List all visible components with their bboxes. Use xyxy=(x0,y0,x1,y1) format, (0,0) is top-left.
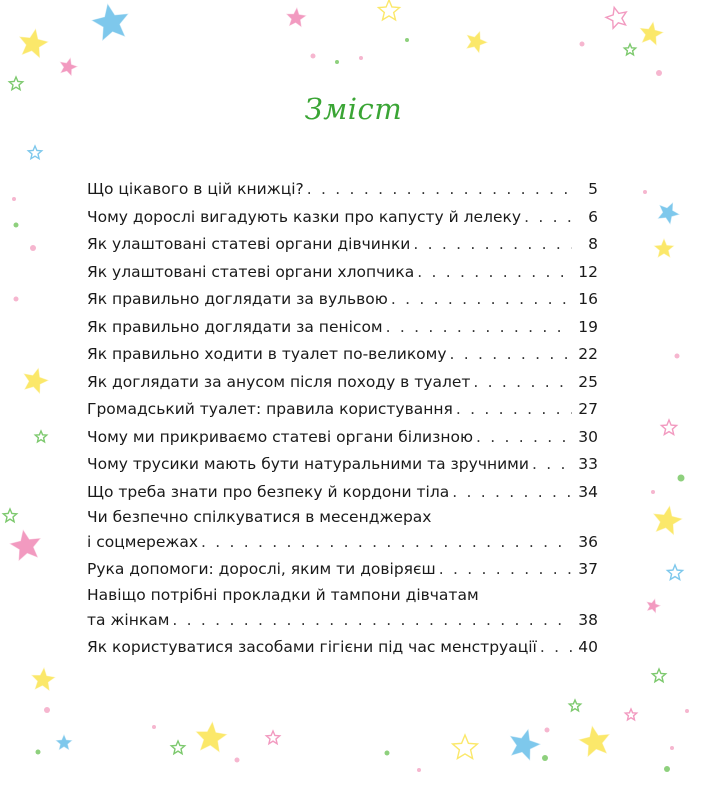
toc-entry-title: Як правильно ходити в туалет по-великому xyxy=(87,345,447,363)
star-icon xyxy=(661,420,676,435)
toc-entry[interactable] xyxy=(87,369,598,397)
dot-decoration xyxy=(405,38,409,42)
dot-leader xyxy=(532,451,572,479)
dot-leader xyxy=(524,204,572,232)
toc-entry-title: Як улаштовані статеві органи хлопчика xyxy=(87,262,415,281)
page-number: 30 xyxy=(578,427,598,446)
dot-decoration xyxy=(656,70,662,76)
star-icon xyxy=(578,725,610,757)
page-number: 5 xyxy=(588,180,598,198)
toc-entry[interactable] xyxy=(87,231,598,259)
toc-entry-title: Що треба знати про безпеку й кордони тіла xyxy=(87,482,450,501)
dot-leader xyxy=(473,369,572,397)
page-number: 34 xyxy=(578,482,598,501)
toc-entry-title: Як правильно доглядати за пенісом xyxy=(87,317,383,336)
star-icon xyxy=(606,7,626,28)
star-icon xyxy=(55,734,72,750)
page-number: 33 xyxy=(578,455,598,473)
page-number: 25 xyxy=(578,372,598,391)
star-icon xyxy=(171,741,184,754)
toc-entry[interactable] xyxy=(87,286,598,314)
dot-leader xyxy=(540,634,572,662)
dot-decoration xyxy=(670,746,674,750)
toc-entry[interactable] xyxy=(87,204,598,232)
page-number: 40 xyxy=(578,637,598,656)
page-number: 8 xyxy=(588,235,598,253)
toc-entry[interactable] xyxy=(87,259,598,287)
toc-entry[interactable] xyxy=(87,634,598,662)
star-icon xyxy=(569,700,580,711)
page-number: 22 xyxy=(578,345,598,363)
star-icon xyxy=(195,721,227,753)
toc-entry-title: Як улаштовані статеві органи дівчинки xyxy=(87,235,411,253)
toc-entry-title: Рука допомоги: дорослі, яким ти довіряєш xyxy=(87,560,436,578)
toc-entry[interactable] xyxy=(87,396,598,424)
page-number: 37 xyxy=(578,560,598,578)
toc-entry[interactable] xyxy=(87,451,598,479)
toc-entry-title: Як доглядати за анусом після походу в туалет xyxy=(87,372,471,391)
dot-leader xyxy=(307,176,572,204)
dot-leader xyxy=(386,314,572,342)
dot-decoration xyxy=(14,223,19,228)
dot-decoration xyxy=(12,197,16,201)
dot-decoration xyxy=(545,728,550,733)
dot-decoration xyxy=(580,42,585,47)
dot-decoration xyxy=(385,751,390,756)
toc-entry-title: Громадський туалет: правила користування xyxy=(87,400,453,418)
star-icon xyxy=(286,7,307,27)
page-number: 38 xyxy=(578,610,598,629)
dot-leader xyxy=(476,424,572,452)
star-icon xyxy=(624,44,635,55)
dot-decoration xyxy=(651,490,655,494)
toc-entry-title: Чому трусики мають бути натуральними та зручними xyxy=(87,455,529,473)
dot-decoration xyxy=(542,755,548,761)
toc-entry-title: і соцмережах xyxy=(87,533,199,551)
toc-entry[interactable] xyxy=(87,479,598,507)
toc-entry[interactable] xyxy=(87,176,598,204)
star-icon xyxy=(640,21,664,46)
dot-decoration xyxy=(44,707,50,713)
star-icon xyxy=(19,28,49,58)
star-icon xyxy=(510,729,541,761)
dot-decoration xyxy=(664,766,670,772)
toc-entry[interactable] xyxy=(87,314,598,342)
star-icon xyxy=(23,368,49,395)
dot-decoration xyxy=(311,54,316,59)
star-icon xyxy=(9,529,41,561)
star-icon xyxy=(658,202,680,225)
star-icon xyxy=(9,77,22,90)
table-of-contents xyxy=(87,176,598,661)
dot-leader xyxy=(172,607,572,634)
toc-entry-title: та жінкам xyxy=(87,610,170,629)
toc-entry-title: Що цікавого в цій книжці? xyxy=(87,180,304,198)
page-number: 36 xyxy=(578,533,598,551)
toc-entry[interactable] xyxy=(87,424,598,452)
toc-entry[interactable] xyxy=(87,341,598,369)
dot-leader xyxy=(201,529,572,556)
star-icon xyxy=(91,3,129,41)
page-number: 27 xyxy=(578,400,598,418)
dot-decoration xyxy=(36,750,41,755)
toc-entry[interactable] xyxy=(87,584,598,634)
dot-decoration xyxy=(417,768,421,772)
dot-decoration xyxy=(678,475,685,482)
dot-decoration xyxy=(30,245,36,251)
dot-leader xyxy=(391,286,572,314)
dot-leader xyxy=(450,341,572,369)
star-icon xyxy=(379,0,400,20)
dot-decoration xyxy=(235,758,240,763)
dot-decoration xyxy=(643,190,647,194)
dot-leader xyxy=(417,259,572,287)
star-icon xyxy=(453,735,478,759)
toc-entry[interactable] xyxy=(87,506,598,556)
toc-entry-title: Чи безпечно спілкуватися в месенджерах xyxy=(87,508,432,526)
star-icon xyxy=(625,709,636,720)
toc-entry[interactable] xyxy=(87,556,598,584)
dot-decoration xyxy=(152,725,156,729)
toc-entry-title: Чому ми прикриваємо статеві органи білизною xyxy=(87,427,473,446)
toc-entry-title: Чому дорослі вигадують казки про капусту й лелеку xyxy=(87,207,522,226)
star-icon xyxy=(646,598,661,613)
dot-leader xyxy=(413,231,572,259)
star-icon xyxy=(3,509,16,522)
page-number: 16 xyxy=(578,290,598,308)
dot-decoration xyxy=(685,709,689,713)
toc-entry-title: Навіщо потрібні прокладки й тампони дівчатам xyxy=(87,585,479,604)
star-icon xyxy=(653,505,683,535)
star-icon xyxy=(60,57,78,76)
page-number: 6 xyxy=(588,207,598,226)
dot-decoration xyxy=(359,56,363,60)
dot-decoration xyxy=(14,297,19,302)
dot-decoration xyxy=(675,354,680,359)
dot-decoration xyxy=(335,60,339,64)
star-icon xyxy=(266,731,279,744)
star-icon xyxy=(28,146,41,159)
page-number: 12 xyxy=(578,262,598,281)
star-icon xyxy=(31,667,56,691)
star-icon xyxy=(667,565,682,580)
star-icon xyxy=(654,238,675,258)
dot-leader xyxy=(439,556,572,584)
toc-entry-title: Як правильно доглядати за вульвою xyxy=(87,290,388,308)
star-icon xyxy=(466,31,488,54)
page-number: 19 xyxy=(578,317,598,336)
star-icon xyxy=(35,431,46,442)
page-title: Зміст xyxy=(304,92,403,126)
dot-leader xyxy=(456,396,572,424)
star-icon xyxy=(652,669,665,682)
dot-leader xyxy=(452,479,572,507)
toc-entry-title: Як користуватися засобами гігієни під час менструації xyxy=(87,637,537,656)
